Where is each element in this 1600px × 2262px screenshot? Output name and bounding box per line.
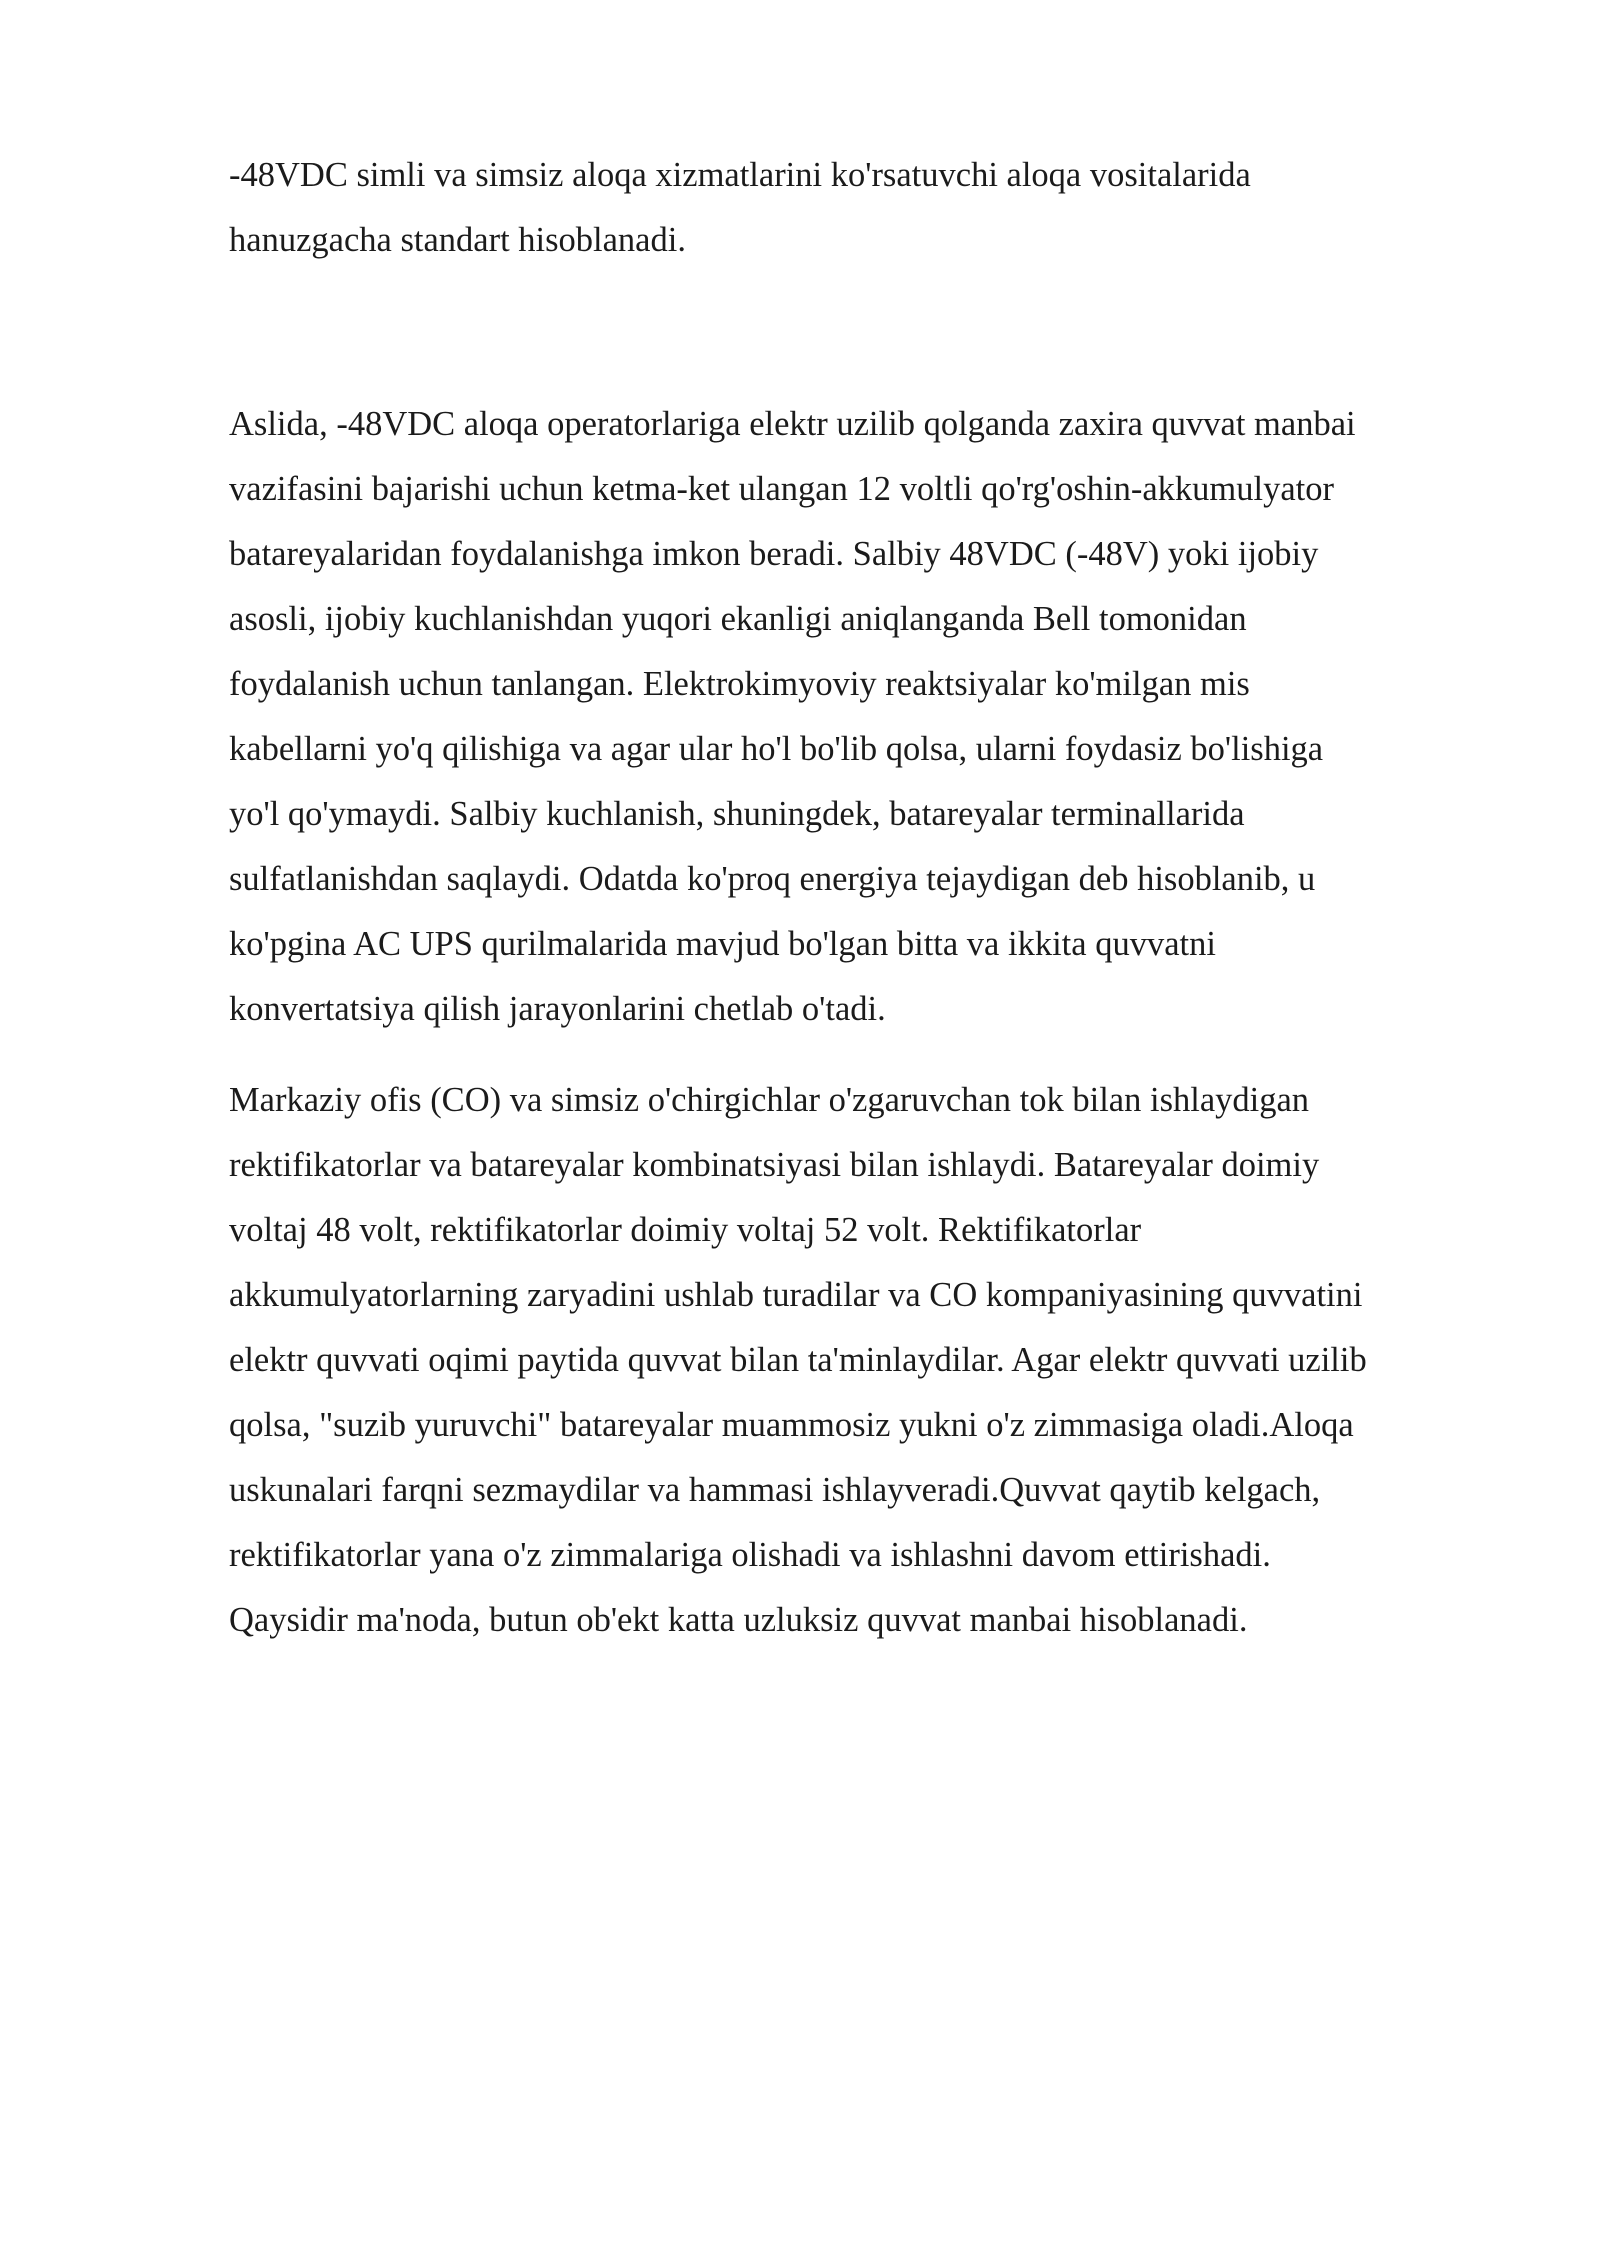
paragraph-line: konvertatsiya qilish jarayonlarini chetlab o'tadi.	[229, 990, 886, 1028]
paragraph-line: sulfatlanishdan saqlaydi. Odatda ko'proq energiya tejaydigan deb hisoblanib, u	[229, 860, 1316, 898]
paragraph-line: rektifikatorlar va batareyalar kombinatsiyasi bilan ishlaydi. Batareyalar doimiy	[229, 1146, 1320, 1184]
paragraph-line: yo'l qo'ymaydi. Salbiy kuchlanish, shuningdek, batareyalar terminallarida	[229, 795, 1245, 833]
paragraph-line: vazifasini bajarishi uchun ketma-ket ulangan 12 voltli qo'rg'oshin-akkumulyator	[229, 470, 1334, 508]
paragraph-line: Markaziy ofis (CO) va simsiz o'chirgichlar o'zgaruvchan tok bilan ishlaydigan	[229, 1081, 1310, 1119]
paragraph-line: ko'pgina AC UPS qurilmalarida mavjud bo'lgan bitta va ikkita quvvatni	[229, 925, 1216, 963]
paragraph-line: rektifikatorlar yana o'z zimmalariga olishadi va ishlashni davom ettirishadi.	[229, 1536, 1271, 1574]
paragraph-1	[229, 143, 1489, 273]
paragraph-line: elektr quvvati oqimi paytida quvvat bilan ta'minlaydilar. Agar elektr quvvati uzilib	[229, 1341, 1367, 1379]
paragraph-line: kabellarni yo'q qilishiga va agar ular ho'l bo'lib qolsa, ularni foydasiz bo'lishiga	[229, 730, 1324, 768]
paragraph-2	[229, 392, 1489, 1042]
paragraph-line: asosli, ijobiy kuchlanishdan yuqori ekanligi aniqlanganda Bell tomonidan	[229, 600, 1247, 638]
paragraph-line: hanuzgacha standart hisoblanadi.	[229, 221, 686, 259]
paragraph-line: qolsa, "suzib yuruvchi" batareyalar muammosiz yukni o'z zimmasiga oladi.Aloqa	[229, 1406, 1354, 1444]
paragraph-line: Qaysidir ma'noda, butun ob'ekt katta uzluksiz quvvat manbai hisoblanadi.	[229, 1601, 1248, 1639]
paragraph-line: batareyalaridan foydalanishga imkon beradi. Salbiy 48VDC (-48V) yoki ijobiy	[229, 535, 1319, 573]
paragraph-3	[229, 1068, 1489, 1653]
paragraph-line: uskunalari farqni sezmaydilar va hammasi ishlayveradi.Quvvat qaytib kelgach,	[229, 1471, 1321, 1509]
paragraph-line: foydalanish uchun tanlangan. Elektrokimyoviy reaktsiyalar ko'milgan mis	[229, 665, 1250, 703]
paragraph-line: akkumulyatorlarning zaryadini ushlab turadilar va CO kompaniyasining quvvatini	[229, 1276, 1363, 1314]
paragraph-line: -48VDC simli va simsiz aloqa xizmatlarini ko'rsatuvchi aloqa vositalarida	[229, 156, 1251, 194]
paragraph-line: voltaj 48 volt, rektifikatorlar doimiy voltaj 52 volt. Rektifikatorlar	[229, 1211, 1142, 1249]
paragraph-line: Aslida, -48VDC aloqa operatorlariga elektr uzilib qolganda zaxira quvvat manbai	[229, 405, 1356, 443]
